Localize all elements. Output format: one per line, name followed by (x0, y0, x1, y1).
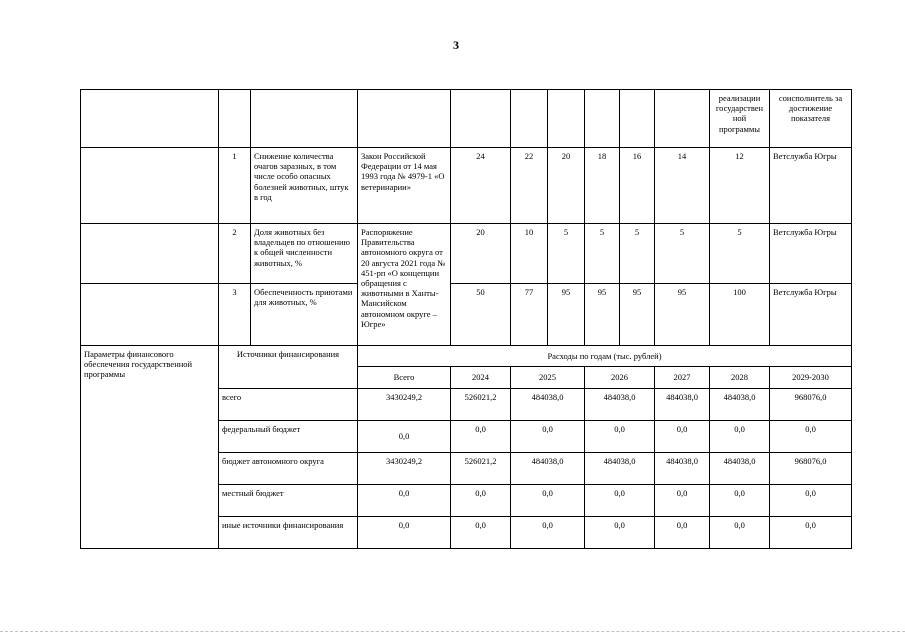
finance-value: 0,0 (655, 421, 710, 453)
indicator-value: 95 (548, 284, 585, 346)
finance-value: 484038,0 (655, 453, 710, 485)
indicator-value: 5 (585, 224, 620, 284)
finance-value: 0,0 (655, 517, 710, 549)
finance-value: 968076,0 (770, 389, 852, 421)
finance-value: 484038,0 (710, 389, 770, 421)
finance-value: 0,0 (770, 517, 852, 549)
indicator-value: 5 (655, 224, 710, 284)
finance-value: 0,0 (710, 517, 770, 549)
column-header-year: 2025 (511, 367, 585, 389)
finance-value: 484038,0 (585, 389, 655, 421)
indicator-name: Обеспеченность приютами для животных, % (251, 284, 358, 346)
column-header-year: 2029-2030 (770, 367, 852, 389)
finance-value: 484038,0 (511, 453, 585, 485)
finance-value: 484038,0 (710, 453, 770, 485)
indicator-value: 95 (655, 284, 710, 346)
finance-value: 0,0 (358, 421, 451, 453)
indicator-value: 20 (548, 148, 585, 224)
indicator-value: 22 (511, 148, 548, 224)
indicator-value: 16 (620, 148, 655, 224)
indicator-value: 14 (655, 148, 710, 224)
finance-value: 526021,2 (451, 389, 511, 421)
finance-value: 0,0 (585, 485, 655, 517)
finance-value: 968076,0 (770, 453, 852, 485)
finance-header-row (81, 346, 852, 367)
indicator-basis: Распоряжение Правительства автономного округа от 20 августа 2021 года № 451-рп «О концепции обращения с животными в Ханты-Мансийском автономном округе – Югре» (358, 224, 451, 346)
column-header-year: 2028 (710, 367, 770, 389)
finance-value: 0,0 (770, 421, 852, 453)
program-passport-table (80, 89, 852, 549)
finance-value: 3430249,2 (358, 453, 451, 485)
indicator-value: 77 (511, 284, 548, 346)
indicator-executor: Ветслужба Югры (770, 284, 852, 346)
finance-value: 526021,2 (451, 453, 511, 485)
row-number: 2 (219, 224, 251, 284)
finance-expenses-header: Расходы по годам (тыс. рублей) (358, 346, 852, 367)
indicator-final-value: 12 (710, 148, 770, 224)
finance-value: 0,0 (511, 421, 585, 453)
finance-value: 484038,0 (655, 389, 710, 421)
finance-source: бюджет автономного округа (219, 453, 358, 485)
indicator-value: 5 (548, 224, 585, 284)
indicator-value: 95 (585, 284, 620, 346)
finance-value: 0,0 (451, 517, 511, 549)
finance-source: иные источники финансирования (219, 517, 358, 549)
finance-value: 484038,0 (585, 453, 655, 485)
finance-section-label: Параметры финансового обеспечения государственной программы (81, 346, 219, 549)
finance-value: 0,0 (770, 485, 852, 517)
finance-sources-header: Источники финансирования (219, 346, 358, 389)
column-header-year: 2024 (451, 367, 511, 389)
finance-value: 0,0 (655, 485, 710, 517)
finance-source: местный бюджет (219, 485, 358, 517)
indicator-basis: Закон Российской Федерации от 14 мая 1993 года № 4979-1 «О ветеринарии» (358, 148, 451, 224)
indicator-value: 24 (451, 148, 511, 224)
finance-value: 0,0 (585, 421, 655, 453)
indicator-final-value: 5 (710, 224, 770, 284)
row-number: 3 (219, 284, 251, 346)
indicator-value: 50 (451, 284, 511, 346)
column-header-year: 2027 (655, 367, 710, 389)
header-coexecutor: соисполнитель за достижение показателя (770, 90, 852, 148)
indicator-executor: Ветслужба Югры (770, 148, 852, 224)
targets-header-row (81, 90, 852, 148)
finance-value: 0,0 (451, 421, 511, 453)
indicator-value: 20 (451, 224, 511, 284)
table-row (81, 284, 852, 346)
page-number: 3 (453, 38, 459, 52)
finance-source: всего (219, 389, 358, 421)
finance-value: 0,0 (710, 485, 770, 517)
finance-value: 484038,0 (511, 389, 585, 421)
row-number: 1 (219, 148, 251, 224)
column-header-year: 2026 (585, 367, 655, 389)
indicator-name: Снижение количества очагов заразных, в том числе особо опасных болезней животных, штук в год (251, 148, 358, 224)
finance-source: федеральный бюджет (219, 421, 358, 453)
indicator-executor: Ветслужба Югры (770, 224, 852, 284)
table-row (81, 224, 852, 284)
finance-value: 0,0 (710, 421, 770, 453)
finance-value: 0,0 (358, 517, 451, 549)
left-blank-cell (81, 90, 219, 148)
finance-value: 0,0 (451, 485, 511, 517)
indicator-value: 18 (585, 148, 620, 224)
finance-value: 3430249,2 (358, 389, 451, 421)
indicator-value: 95 (620, 284, 655, 346)
indicator-final-value: 100 (710, 284, 770, 346)
table-row (81, 148, 852, 224)
indicator-value: 10 (511, 224, 548, 284)
indicator-name: Доля животных без владельцев по отношению к общей численности животных, % (251, 224, 358, 284)
finance-value: 0,0 (358, 485, 451, 517)
indicator-value: 5 (620, 224, 655, 284)
finance-value: 0,0 (511, 485, 585, 517)
column-header-total: Всего (358, 367, 451, 389)
header-program-realization: реализации государствен ной программы (710, 90, 770, 148)
finance-value: 0,0 (511, 517, 585, 549)
scan-artifact-line (0, 631, 905, 633)
finance-value: 0,0 (585, 517, 655, 549)
